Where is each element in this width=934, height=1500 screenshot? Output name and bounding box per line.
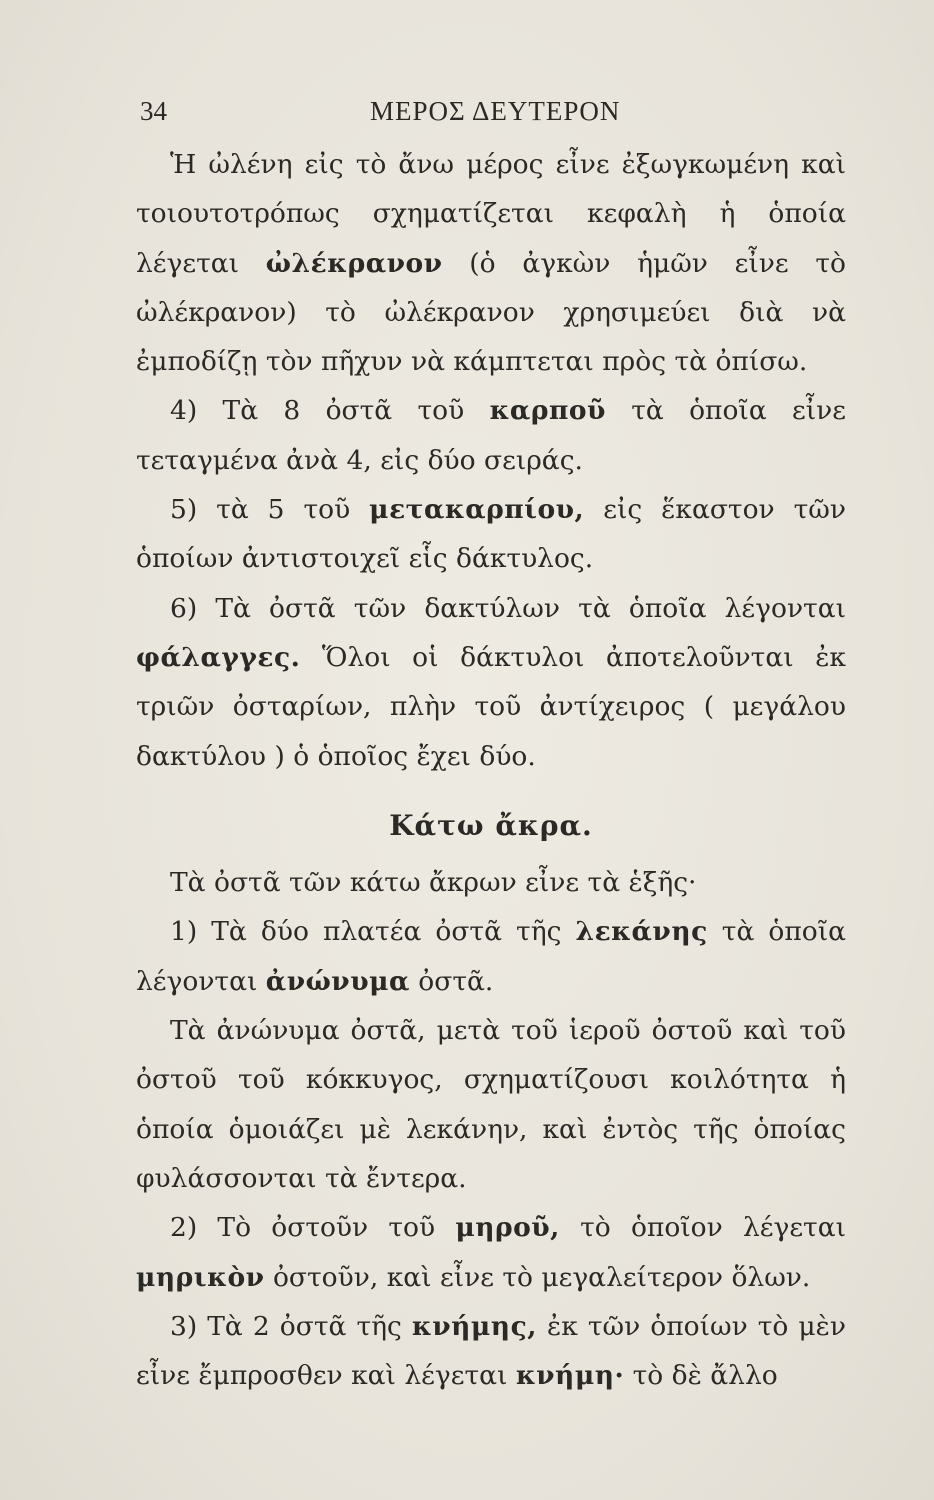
text: 1) Τὰ δύο πλατέα ὀστᾶ τῆς [170, 916, 576, 948]
bold-term: καρποῦ [489, 395, 606, 427]
bold-term: μετακαρπίου, [369, 494, 585, 526]
text: τὸ δὲ ἄλλο [624, 1360, 778, 1392]
bold-term: κνήμη· [515, 1360, 625, 1392]
text: Τὰ ὀστᾶ τῶν κάτω ἄκρων εἶνε τὰ ἑξῆς· [170, 867, 697, 899]
bold-term: μηροῦ, [455, 1212, 560, 1244]
bold-term: ἀνώνυμα [265, 965, 410, 997]
running-title: ΜΕΡΟΣ ΔΕΥΤΕΡΟΝ [370, 96, 621, 126]
text: Ὅλοι οἱ δάκτυλοι ἀποτελοῦνται ἐκ τριῶν ὀσταρίων, πλὴν τοῦ ἀντίχειρος ( μεγάλου δακτύλου ) ὁ ὁποῖος ἔχει δύο. [136, 641, 846, 772]
text: 4) Τὰ 8 ὀστᾶ τοῦ [170, 395, 490, 427]
paragraph-femur [136, 1203, 846, 1302]
bold-term: μηρικὸν [136, 1261, 265, 1293]
paragraph-olecranon [136, 140, 846, 386]
text: 2) Τὸ ὀστοῦν τοῦ [170, 1212, 456, 1244]
text: ὀστοῦν, καὶ εἶνε τὸ μεγαλείτερον ὅλων. [264, 1261, 811, 1293]
bold-term: φάλαγγες. [136, 641, 301, 673]
section-heading: Κάτω ἄκρα. [389, 808, 593, 842]
text: 6) Τὰ ὀστᾶ τῶν δακτύλων τὰ ὁποῖα λέγονται [170, 592, 846, 624]
page-header [140, 96, 840, 136]
page-number: 34 [140, 96, 167, 126]
text: Ἡ ὠλένη εἰς τὸ ἄνω μέρος εἶνε ἐξωγκωμένη καὶ τοιουτοτρόπως σχηματίζεται κεφαλὴ ἡ ὁποία λέγεται [136, 149, 846, 279]
bold-term: κνήμης, [411, 1310, 537, 1342]
paragraph-phalanges [136, 584, 846, 781]
paragraph-tibia [136, 1302, 846, 1401]
text: τὸ ὁποῖον λέγεται [559, 1212, 847, 1244]
text: 3) Τὰ 2 ὀστᾶ τῆς [170, 1310, 412, 1342]
paragraph-lower-limbs-intro [136, 858, 846, 907]
paragraph-pelvis [136, 907, 846, 1006]
paragraph-carpus [136, 386, 846, 485]
text: ὀστᾶ. [409, 965, 494, 997]
paragraph-innominate [136, 1006, 846, 1203]
text: τὰ ὁποῖα λέγονται [136, 916, 847, 997]
text: (ὁ ἀγκὼν ἡμῶν εἶνε τὸ ὠλέκρανον) τὸ ὠλέκρανον χρησιμεύει διὰ νὰ ἐμποδίζῃ τὸν πῆχυν νὰ κάμπτεται πρὸς τὰ ὀπίσω. [136, 247, 846, 378]
paragraph-metacarpus [136, 485, 846, 584]
text: τὰ ὁποῖα εἶνε τεταγμένα ἀνὰ 4, εἰς δύο σειράς. [136, 395, 846, 476]
text: ἐκ τῶν ὁποίων τὸ μὲν εἶνε ἔμπροσθεν καὶ λέγεται [136, 1310, 846, 1392]
bold-term: ὠλέκρανον [265, 247, 443, 279]
text: εἰς ἕκαστον τῶν ὁποίων ἀντιστοιχεῖ εἷς δάκτυλος. [136, 494, 846, 575]
text: Τὰ ἀνώνυμα ὀστᾶ, μετὰ τοῦ ἱεροῦ ὀστοῦ καὶ τοῦ ὀστοῦ τοῦ κόκκυγος, σχηματίζουσι κοιλότητα ἡ ὁποία ὁμοιάζει μὲ λεκάνην, καὶ ἐντὸς τῆς ὁποίας φυλάσσονται τὰ ἔντερα. [136, 1015, 846, 1194]
text: 5) τὰ 5 τοῦ [170, 494, 370, 526]
page-body [136, 140, 846, 1400]
bold-term: λεκάνης [575, 916, 708, 948]
